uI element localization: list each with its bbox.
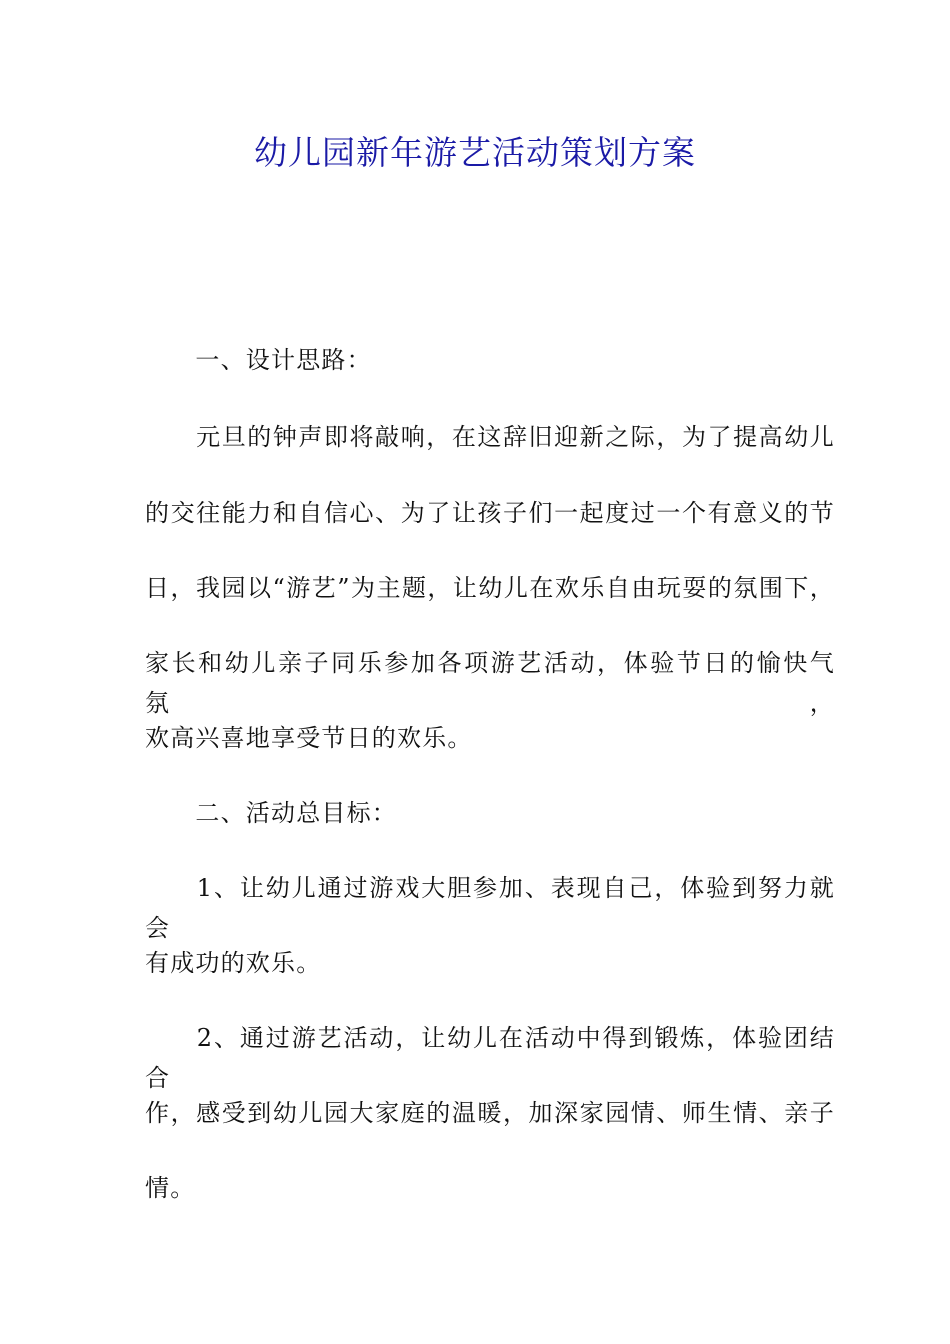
paragraph-line: 元旦的钟声即将敲响，在这辞旧迎新之际，为了提高幼儿 — [145, 423, 835, 451]
list-item-line: 作，感受到幼儿园大家庭的温暖，加深家园情、师生情、亲子 — [145, 1099, 835, 1127]
section-heading-goals: 二、活动总目标： — [145, 799, 397, 827]
list-item-line: 2、通过游艺活动，让幼儿在活动中得到锻炼，体验团结合 — [145, 1024, 835, 1092]
paragraph-line: 欢高兴喜地享受节日的欢乐。 — [145, 724, 473, 752]
paragraph-line: 家长和幼儿亲子同乐参加各项游艺活动，体验节日的愉快气氛， — [145, 649, 835, 717]
paragraph-line: 日，我园以“游艺”为主题，让幼儿在欢乐自由玩耍的氛围下， — [145, 574, 835, 602]
section-heading-design-idea: 一、设计思路： — [145, 346, 372, 374]
list-item-line: 情。 — [145, 1174, 196, 1202]
list-item-line: 1、让幼儿通过游戏大胆参加、表现自己，体验到努力就会 — [145, 874, 835, 942]
list-item-line: 有成功的欢乐。 — [145, 949, 322, 977]
document-title: 幼儿园新年游艺活动策划方案 — [254, 133, 696, 172]
paragraph-line: 的交往能力和自信心、为了让孩子们一起度过一个有意义的节 — [145, 499, 835, 527]
